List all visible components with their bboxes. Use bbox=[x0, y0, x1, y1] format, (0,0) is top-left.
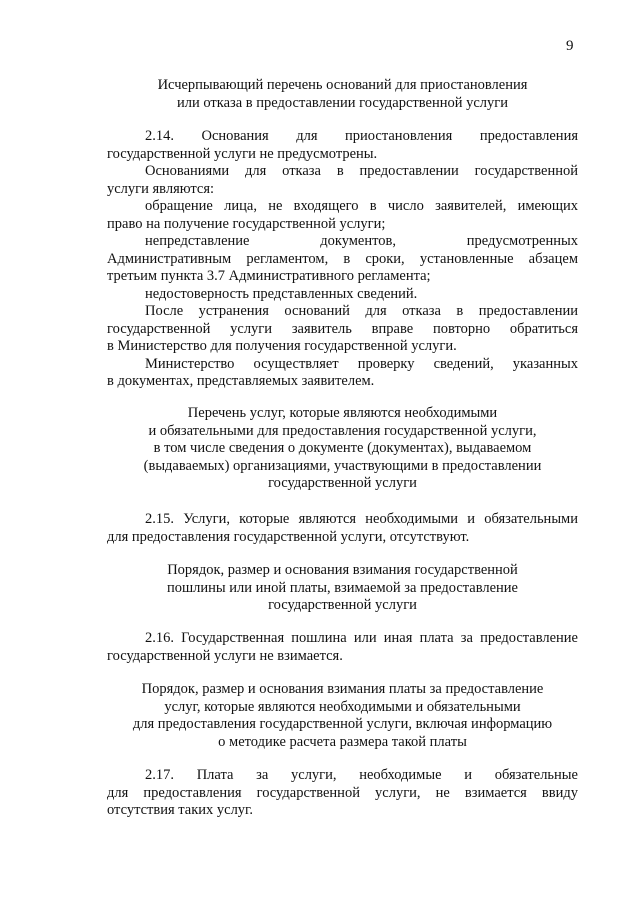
paragraph-line: Основаниями для отказа в предоставлении государственной bbox=[145, 163, 578, 179]
heading-line: Порядок, размер и основания взимания платы за предоставление bbox=[141, 681, 544, 697]
heading-line: Исчерпывающий перечень оснований для приостановления bbox=[157, 77, 528, 93]
heading-line: государственной услуги bbox=[268, 597, 417, 613]
heading-line: Перечень услуг, которые являются необходимыми bbox=[187, 405, 498, 421]
paragraph-line: третьим пункта 3.7 Административного регламента; bbox=[107, 268, 431, 284]
paragraph-line: обращение лица, не входящего в число заявителей, имеющих bbox=[145, 198, 578, 214]
paragraph-line: в Министерство для получения государственной услуги. bbox=[107, 338, 457, 354]
heading-grounds-for-refusal bbox=[107, 77, 578, 112]
paragraph-line: государственной услуги не предусмотрены. bbox=[107, 145, 378, 162]
paragraph-line: После устранения оснований для отказа в предоставлении bbox=[145, 303, 578, 319]
paragraph-line: право на получение государственной услуги; bbox=[107, 215, 386, 232]
section-2-15 bbox=[107, 511, 578, 546]
paragraph-line: Министерство осуществляет проверку сведений, указанных bbox=[145, 355, 578, 372]
paragraph-line: 2.17. Плата за услуги, необходимые и обязательные bbox=[145, 767, 578, 783]
paragraph-line: отсутствия таких услуг. bbox=[107, 802, 253, 818]
section-2-17 bbox=[107, 767, 578, 820]
paragraph-line: для предоставления государственной услуги, не взимается ввиду bbox=[107, 784, 578, 801]
section-2-14 bbox=[107, 128, 578, 391]
heading-line: Порядок, размер и основания взимания государственной bbox=[167, 562, 518, 578]
paragraph-line: недостоверность представленных сведений. bbox=[145, 285, 418, 302]
paragraph-line: в документах, представляемых заявителем. bbox=[107, 373, 375, 389]
paragraph-line: 2.15. Услуги, которые являются необходимыми и обязательными bbox=[145, 511, 578, 527]
heading-line: в том числе сведения о документе (документах), выдаваемом bbox=[153, 440, 532, 456]
paragraph-line: непредставление документов, предусмотренных bbox=[145, 233, 578, 249]
heading-line: государственной услуги bbox=[268, 475, 417, 491]
heading-line: и обязательными для предоставления государственной услуги, bbox=[148, 422, 537, 439]
heading-line: пошлины или иной платы, взимаемой за предоставление bbox=[166, 579, 518, 596]
paragraph-line: 2.14. Основания для приостановления предоставления bbox=[145, 128, 578, 144]
heading-line: (выдаваемых) организациями, участвующими в предоставлении bbox=[143, 457, 542, 474]
section-2-16 bbox=[107, 630, 578, 665]
heading-required-services bbox=[107, 405, 578, 493]
paragraph-line: 2.16. Государственная пошлина или иная плата за предоставление bbox=[145, 630, 578, 646]
paragraph-line: услуги являются: bbox=[107, 180, 215, 197]
heading-line: или отказа в предоставлении государственной услуги bbox=[176, 94, 508, 111]
paragraph-line: для предоставления государственной услуги, отсутствуют. bbox=[107, 528, 470, 545]
page-number: 9 bbox=[566, 38, 574, 54]
paragraph-line: государственной услуги заявитель вправе повторно обратиться bbox=[107, 320, 578, 337]
paragraph-line: государственной услуги не взимается. bbox=[107, 647, 343, 664]
paragraph-line: Административным регламентом, в сроки, установленные абзацем bbox=[107, 250, 578, 267]
heading-fee-for-services bbox=[107, 681, 578, 751]
heading-line: услуг, которые являются необходимыми и обязательными bbox=[164, 698, 521, 715]
heading-line: для предоставления государственной услуги, включая информацию bbox=[132, 716, 553, 732]
heading-state-fee bbox=[107, 562, 578, 615]
heading-line: о методике расчета размера такой платы bbox=[218, 733, 467, 750]
